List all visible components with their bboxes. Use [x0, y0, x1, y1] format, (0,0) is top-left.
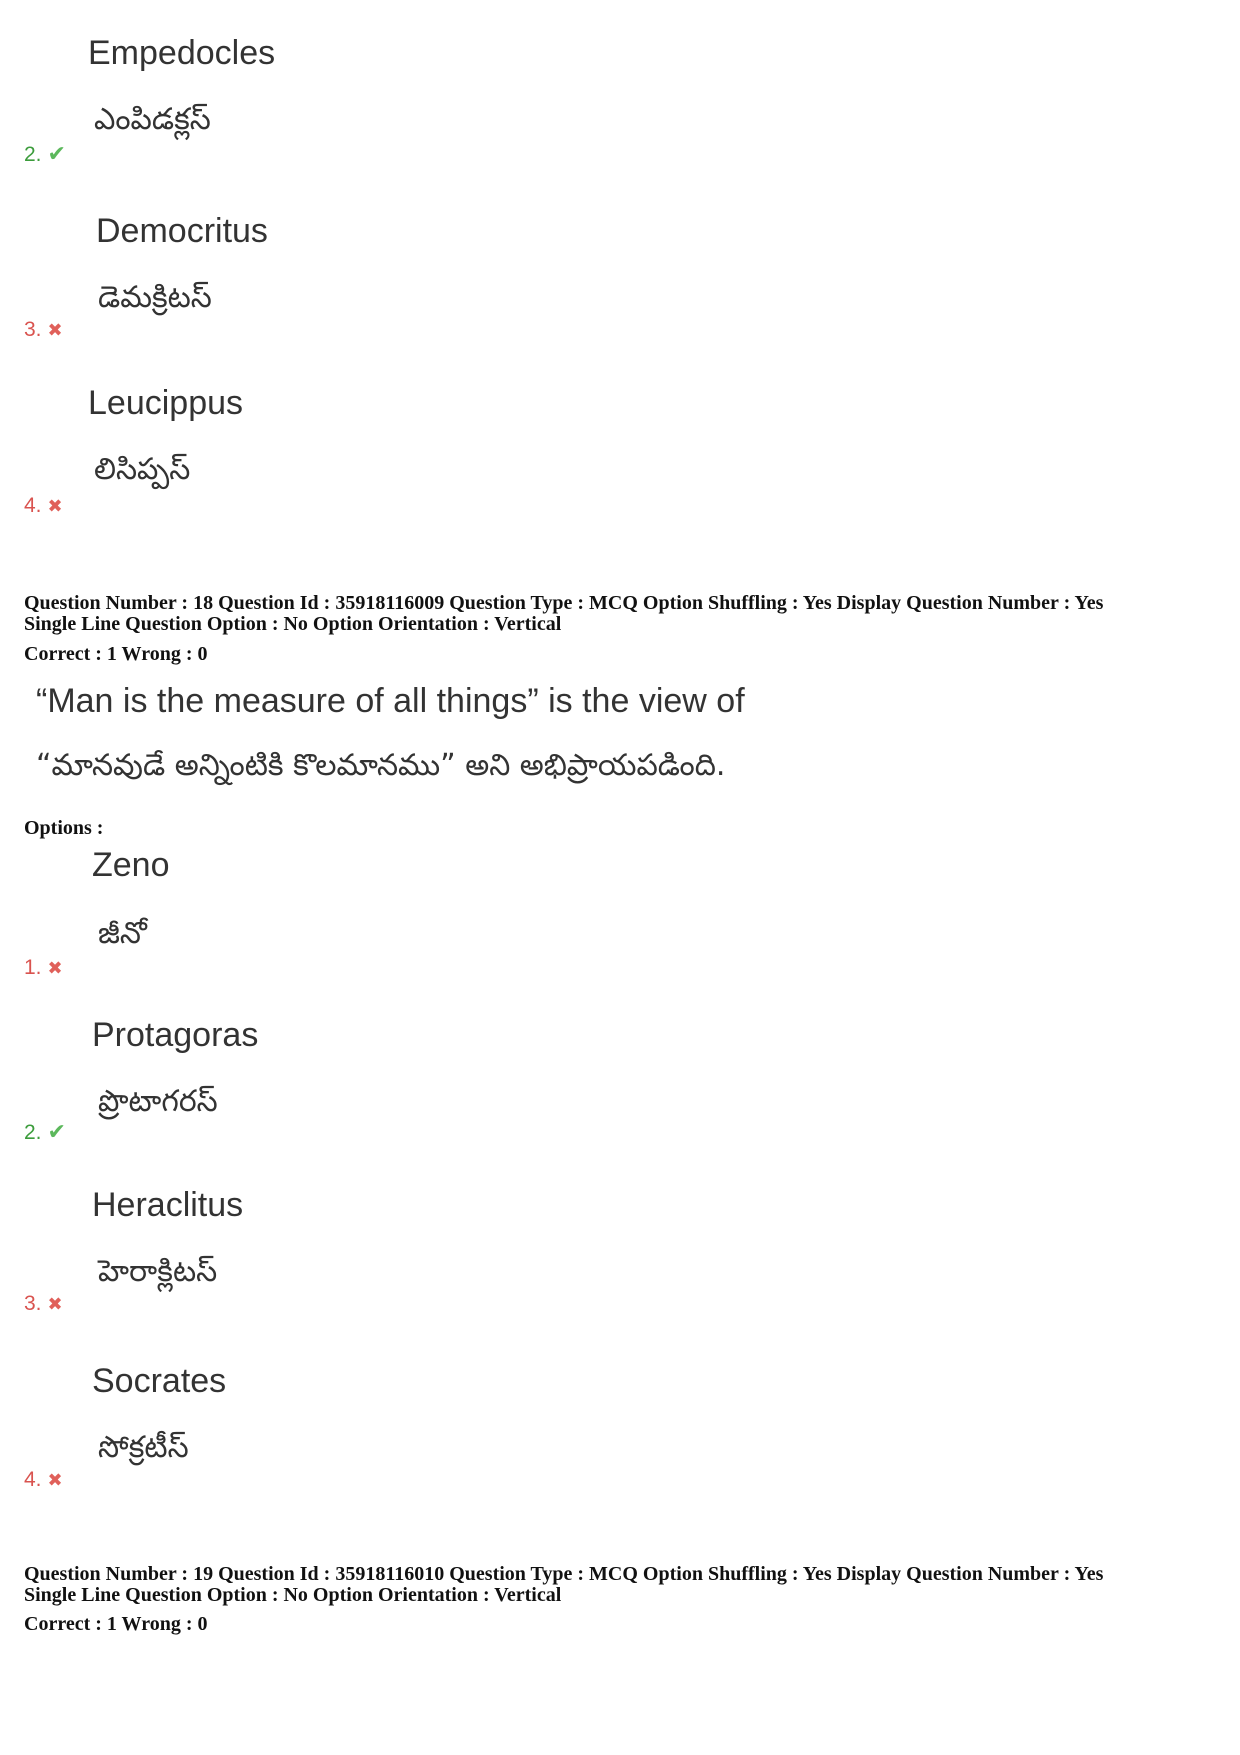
question-meta-line: Question Number : 18 Question Id : 35918116009 Question Type : MCQ Option Shuffling : Yes Display Question Number : Yes — [24, 592, 1104, 614]
option-english-text: Democritus — [96, 212, 268, 250]
option-number-row — [24, 142, 66, 167]
question-text-english: “Man is the measure of all things” is the view of — [36, 682, 745, 720]
option-number: 4. — [24, 494, 42, 517]
cross-icon: ✖ — [47, 496, 63, 517]
option-number: 1. — [24, 956, 42, 979]
cross-icon: ✖ — [47, 958, 63, 979]
question-score: Correct : 1 Wrong : 0 — [24, 643, 208, 665]
question-meta-line: Single Line Question Option : No Option Orientation : Vertical — [24, 613, 562, 635]
option-english-text: Heraclitus — [92, 1186, 244, 1224]
option-number-row — [24, 1120, 66, 1145]
option-telugu-text: ఎంపిడక్లస్ — [94, 102, 211, 137]
option-telugu-text: హెరాక్లిటస్ — [98, 1254, 218, 1289]
option-telugu-text: సోక్రటీస్ — [98, 1430, 189, 1465]
option-english-text: Zeno — [92, 846, 170, 884]
cross-icon: ✖ — [47, 1470, 63, 1491]
question-score: Correct : 1 Wrong : 0 — [24, 1613, 208, 1635]
question-meta-line: Question Number : 19 Question Id : 35918116010 Question Type : MCQ Option Shuffling : Yes Display Question Number : Yes — [24, 1563, 1104, 1585]
option-english-text: Socrates — [92, 1362, 227, 1400]
option-number: 3. — [24, 318, 42, 341]
option-number-row — [24, 956, 63, 980]
option-number-row — [24, 318, 63, 342]
check-icon: ✔ — [47, 142, 66, 167]
option-telugu-text: జీనో — [98, 916, 147, 951]
option-number: 2. — [24, 143, 42, 166]
option-number-row — [24, 1292, 63, 1316]
option-english-text: Leucippus — [88, 384, 244, 422]
option-number-row — [24, 1468, 63, 1492]
check-icon: ✔ — [47, 1120, 66, 1145]
option-telugu-text: లిసిప్పస్ — [94, 452, 191, 487]
option-number: 4. — [24, 1468, 42, 1491]
option-number: 2. — [24, 1121, 42, 1144]
question-meta-line: Single Line Question Option : No Option Orientation : Vertical — [24, 1584, 562, 1606]
options-label: Options : — [24, 817, 104, 839]
option-telugu-text: డెమక్రిటస్ — [98, 280, 212, 315]
question-text-telugu: “మానవుడే అన్నింటికి కొలమానము” అని అభిప్రాయపడింది. — [36, 748, 726, 783]
option-english-text: Empedocles — [88, 34, 276, 72]
cross-icon: ✖ — [47, 320, 63, 341]
option-telugu-text: ప్రొటాగరస్ — [98, 1084, 218, 1119]
cross-icon: ✖ — [47, 1294, 63, 1315]
option-number-row — [24, 494, 63, 518]
option-english-text: Protagoras — [92, 1016, 259, 1054]
option-number: 3. — [24, 1292, 42, 1315]
